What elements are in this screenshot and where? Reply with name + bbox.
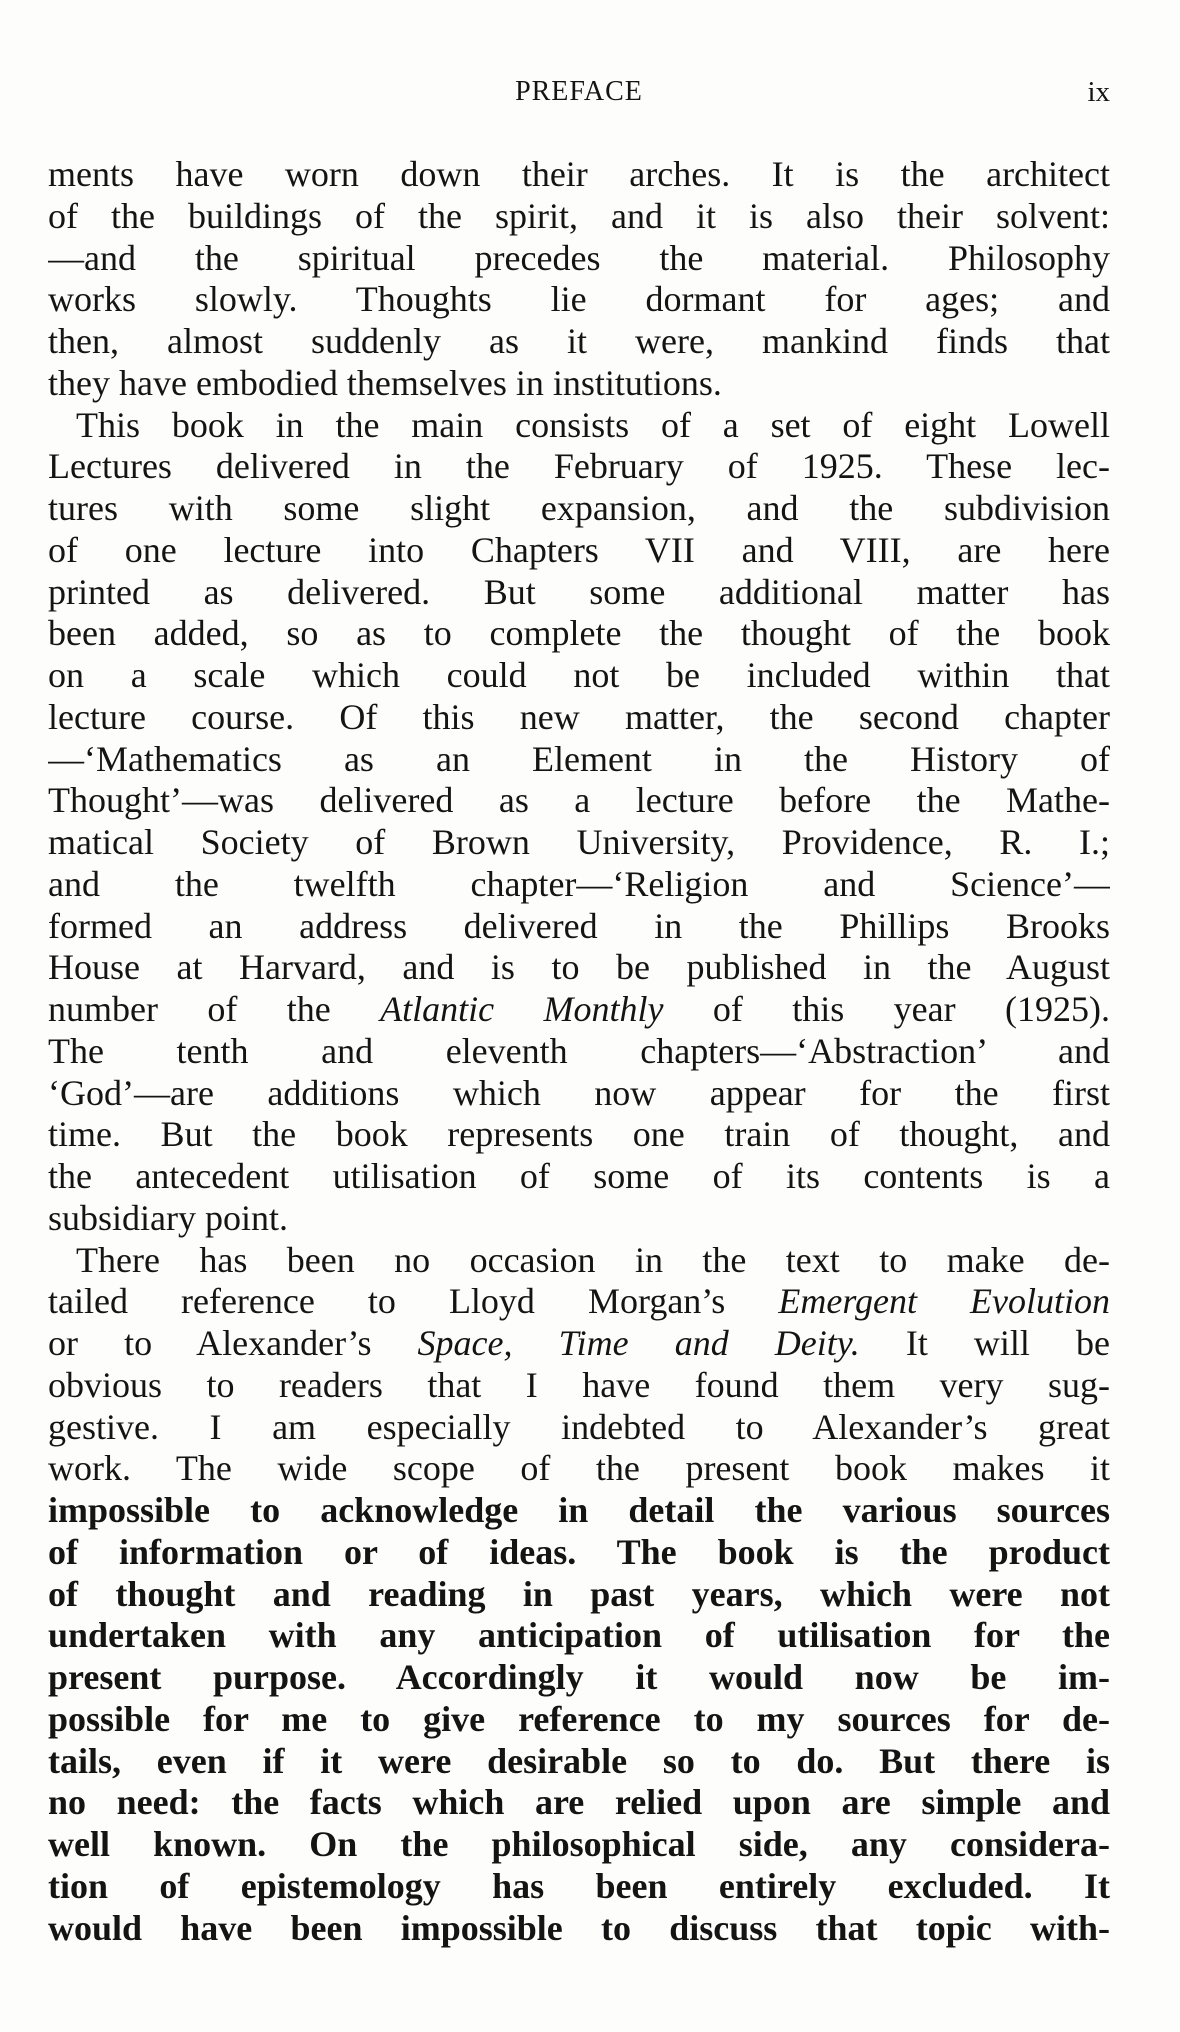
text-line: matical Society of Brown University, Providence, R. I.; [48,822,1110,862]
text-line: would have been impossible to discuss that topic with- [48,1907,1110,1948]
text-line: formed an address delivered in the Phillips Brooks [48,905,1110,946]
text-line: then, almost suddenly as it were, mankind finds that [48,321,1110,361]
text-line: —and the spiritual precedes the material. Philosophy [48,237,1110,278]
text-line: The tenth and eleventh chapters—‘Abstraction’ and [48,1030,1110,1071]
text-line: and the twelfth chapter—‘Religion and Science’— [48,863,1110,904]
text-fragment: It will be [859,1323,1110,1363]
text-line: ments have worn down their arches. It is the architect [48,154,1110,194]
text-line: of thought and reading in past years, which were not [48,1573,1110,1614]
text-line: This book in the main consists of a set of eight Lowell [76,404,1110,445]
text-line: works slowly. Thoughts lie dormant for ages; and [48,279,1110,320]
text-line: of one lecture into Chapters VII and VIII, are here [48,529,1110,570]
text-line: well known. On the philosophical side, any considera- [48,1824,1110,1864]
text-line: subsidiary point. [48,1197,288,1238]
text-line: There has been no occasion in the text to make de- [76,1239,1110,1280]
text-line: Thought’—was delivered as a lecture before the Mathe- [48,780,1110,821]
text-line [48,1281,1110,1323]
text-line: ‘God’—are additions which now appear for the first [48,1072,1110,1113]
text-line: the antecedent utilisation of some of its contents is a [48,1156,1110,1196]
text-line: been added, so as to complete the thought of the book [48,613,1110,654]
preface-text [48,154,1110,1949]
text-line: time. But the book represents one train of thought, and [48,1114,1110,1155]
text-line: no need: the facts which are relied upon are simple and [48,1782,1110,1823]
text-line: printed as delivered. But some additional matter has [48,571,1110,612]
text-line: obvious to readers that I have found them very sug- [48,1364,1110,1405]
text-line: possible for me to give reference to my sources for de- [48,1698,1110,1739]
text-line: undertaken with any anticipation of utilisation for the [48,1615,1110,1656]
page-number: ix [1087,76,1110,108]
italic-title: Space, Time and Deity. [417,1323,860,1363]
text-line: present purpose. Accordingly it would now be im- [48,1657,1110,1697]
text-fragment: tailed reference to Lloyd Morgan’s [48,1281,779,1322]
text-line: work. The wide scope of the present book makes it [48,1448,1110,1489]
text-line: tails, even if it were desirable so to do. But there is [48,1740,1110,1781]
text-line: lecture course. Of this new matter, the second chapter [48,696,1110,737]
text-line: of the buildings of the spirit, and it is also their solvent: [48,195,1110,236]
italic-title: Emergent Evolution [778,1281,1110,1322]
text-line: gestive. I am especially indebted to Alexander’s great [48,1406,1110,1447]
running-head [48,76,1110,116]
text-line: tures with some slight expansion, and the subdivision [48,488,1110,528]
italic-title: Atlantic Monthly [380,989,664,1029]
text-fragment: of this year (1925). [663,989,1110,1029]
text-line: House at Harvard, and is to be published in the August [48,947,1110,988]
text-line: impossible to acknowledge in detail the various sources [48,1490,1110,1530]
text-line: —‘Mathematics as an Element in the History of [48,738,1110,779]
text-fragment: or to Alexander’s [48,1323,418,1363]
text-line: they have embodied themselves in institutions. [48,362,722,403]
text-line: tion of epistemology has been entirely excluded. It [48,1865,1110,1906]
text-line: on a scale which could not be included within that [48,655,1110,695]
text-line [48,1323,1110,1365]
text-line: Lectures delivered in the February of 1925. These lec- [48,446,1110,487]
text-line [48,989,1110,1031]
text-line: of information or of ideas. The book is the product [48,1531,1110,1572]
running-title: PREFACE [515,76,643,107]
text-fragment: number of the [48,989,381,1029]
